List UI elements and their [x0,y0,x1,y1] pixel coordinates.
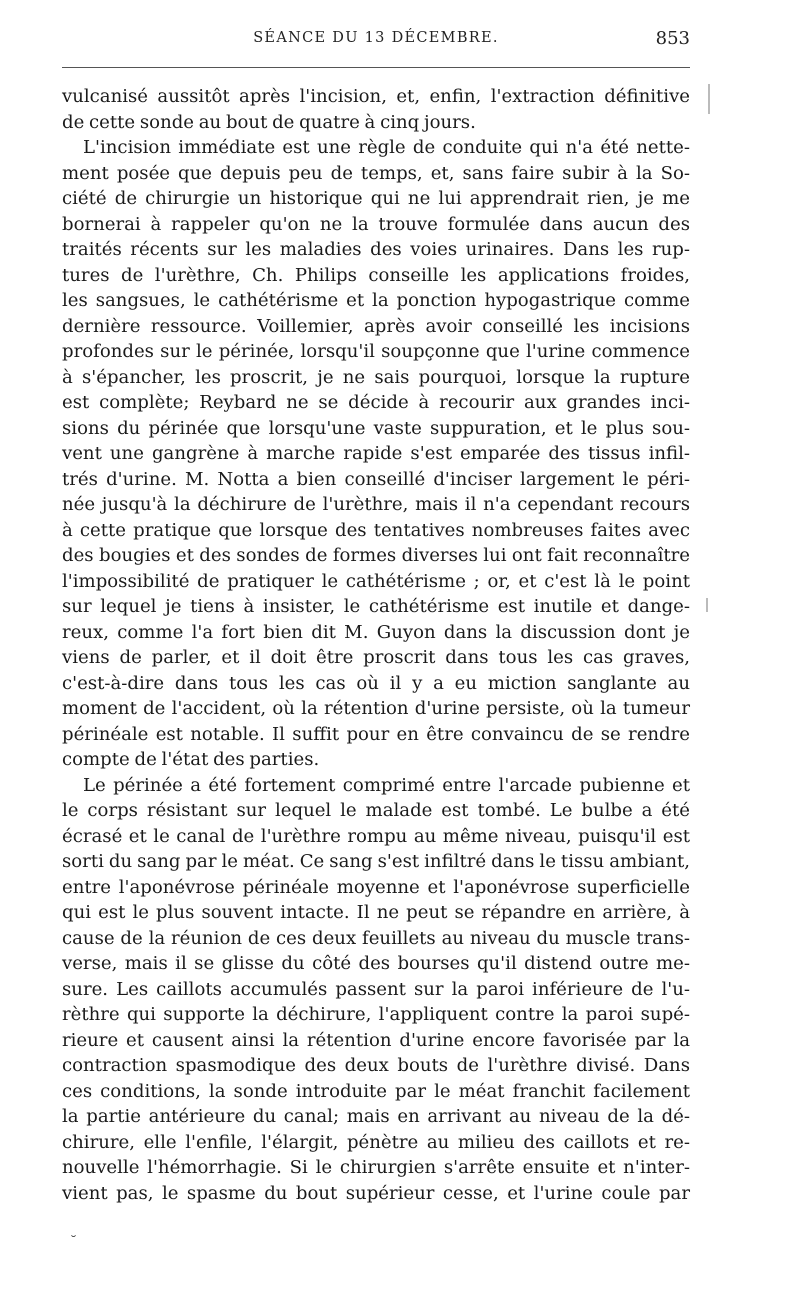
header-title: SÉANCE DU 13 DÉCEMBRE. [253,30,499,46]
text-line: périnéale est notable. Il suffit pour en être convaincu de se rendre [62,723,690,745]
text-line: c'est-à-dire dans tous les cas où il y a eu miction sanglante au [62,672,690,694]
text-line: L'incision immédiate est une règle de conduite qui n'a été nette- [83,137,690,158]
text-line: moment de l'accident, où la rétention d'urine persiste, où la tumeur [62,698,690,719]
text-line: des bougies et des sondes de formes diverses lui ont fait reconnaître [62,545,690,566]
running-header [62,30,690,54]
page-number: 853 [655,28,690,49]
text-line: traités récents sur les maladies des voies urinaires. Dans les rup- [62,239,690,260]
text-line: la partie antérieure du canal; mais en arrivant au niveau de la dé- [62,1106,690,1127]
text-line: contraction spasmodique des deux bouts de l'urèthre divisé. Dans [62,1055,690,1076]
margin-mark [706,598,708,612]
text-line: le corps résistant sur lequel le malade est tombé. Le bulbe a été [62,800,690,821]
text-line: qui est le plus souvent intacte. Il ne peut se répandre en arrière, à [62,902,690,923]
ink-speck: ˘ [70,1234,77,1250]
text-line: sions du périnée que lorsqu'une vaste suppuration, et le plus sou- [62,417,690,439]
body-text [62,84,690,1206]
text-line: ment posée que depuis peu de temps, et, sans faire subir à la So- [62,162,690,184]
text-line: à cette pratique que lorsque des tentatives nombreuses faites avec [62,519,690,541]
text-line: verse, mais il se glisse du côté des bourses qu'il distend outre me- [62,953,690,974]
text-line: ciété de chirurgie un historique qui ne lui apprendrait rien, je me [62,188,690,209]
text-line: sure. Les caillots accumulés passent sur la paroi inférieure de l'u- [62,978,690,1000]
text-line: profondes sur le périnée, lorsqu'il soupçonne que l'urine commence [62,341,690,362]
text-line: vulcanisé aussitôt après l'incision, et, enfin, l'extraction définitive [62,86,690,107]
text-line: vient pas, le spasme du bout supérieur cesse, et l'urine coule par [62,1182,690,1204]
text-line: née jusqu'à la déchirure de l'urèthre, mais il n'a cependant recours [62,494,690,515]
margin-mark [708,84,710,114]
text-line: est complète; Reybard ne se décide à recourir aux grandes inci- [62,392,690,413]
text-line: écrasé et le canal de l'urèthre rompu au même niveau, puisqu'il est [62,825,690,847]
text-line: chirure, elle l'enfile, l'élargit, pénètre au milieu des caillots et re- [62,1131,690,1153]
text-line: compte de l'état des parties. [62,749,320,770]
text-line: à s'épancher, les proscrit, je ne sais pourquoi, lorsque la rupture [62,366,690,388]
text-line: viens de parler, et il doit être proscrit dans tous les cas graves, [62,647,690,668]
text-line: cause de la réunion de ces deux feuillets au niveau du muscle trans- [62,927,690,949]
text-line: vent une gangrène à marche rapide s'est emparée des tissus infil- [62,443,690,464]
text-line: l'impossibilité de pratiquer le cathétérisme ; or, et c'est là le point [62,570,690,592]
text-line: bornerai à rappeler qu'on ne la trouve formulée dans aucun des [62,213,690,235]
text-line: reux, comme l'a fort bien dit M. Guyon dans la discussion dont je [62,621,690,643]
text-line: trés d'urine. M. Notta a bien conseillé d'inciser largement le péri- [62,468,690,490]
text-line: sorti du sang par le méat. Ce sang s'est infiltré dans le tissu ambiant, [62,851,690,872]
text-line: sur lequel je tiens à insister, le cathétérisme est inutile et dange- [62,596,690,617]
text-line: dernière ressource. Voillemier, après avoir conseillé les incisions [62,315,690,337]
text-line: tures de l'urèthre, Ch. Philips conseille les applications froides, [62,264,690,286]
text-line: rèthre qui supporte la déchirure, l'appliquent contre la paroi supé- [62,1004,690,1025]
text-line: rieure et causent ainsi la rétention d'urine encore favorisée par la [62,1029,690,1051]
text-line: de cette sonde au bout de quatre à cinq jours. [62,111,476,133]
header-rule [62,67,690,68]
text-line: ces conditions, la sonde introduite par le méat franchit facilement [62,1080,690,1102]
text-line: Le périnée a été fortement comprimé entre l'arcade pubienne et [83,774,690,796]
text-line: les sangsues, le cathétérisme et la ponction hypogastrique comme [62,290,690,311]
text-line: nouvelle l'hémorrhagie. Si le chirurgien s'arrête ensuite et n'inter- [62,1157,690,1178]
text-line: entre l'aponévrose périnéale moyenne et l'aponévrose superficielle [62,876,690,898]
